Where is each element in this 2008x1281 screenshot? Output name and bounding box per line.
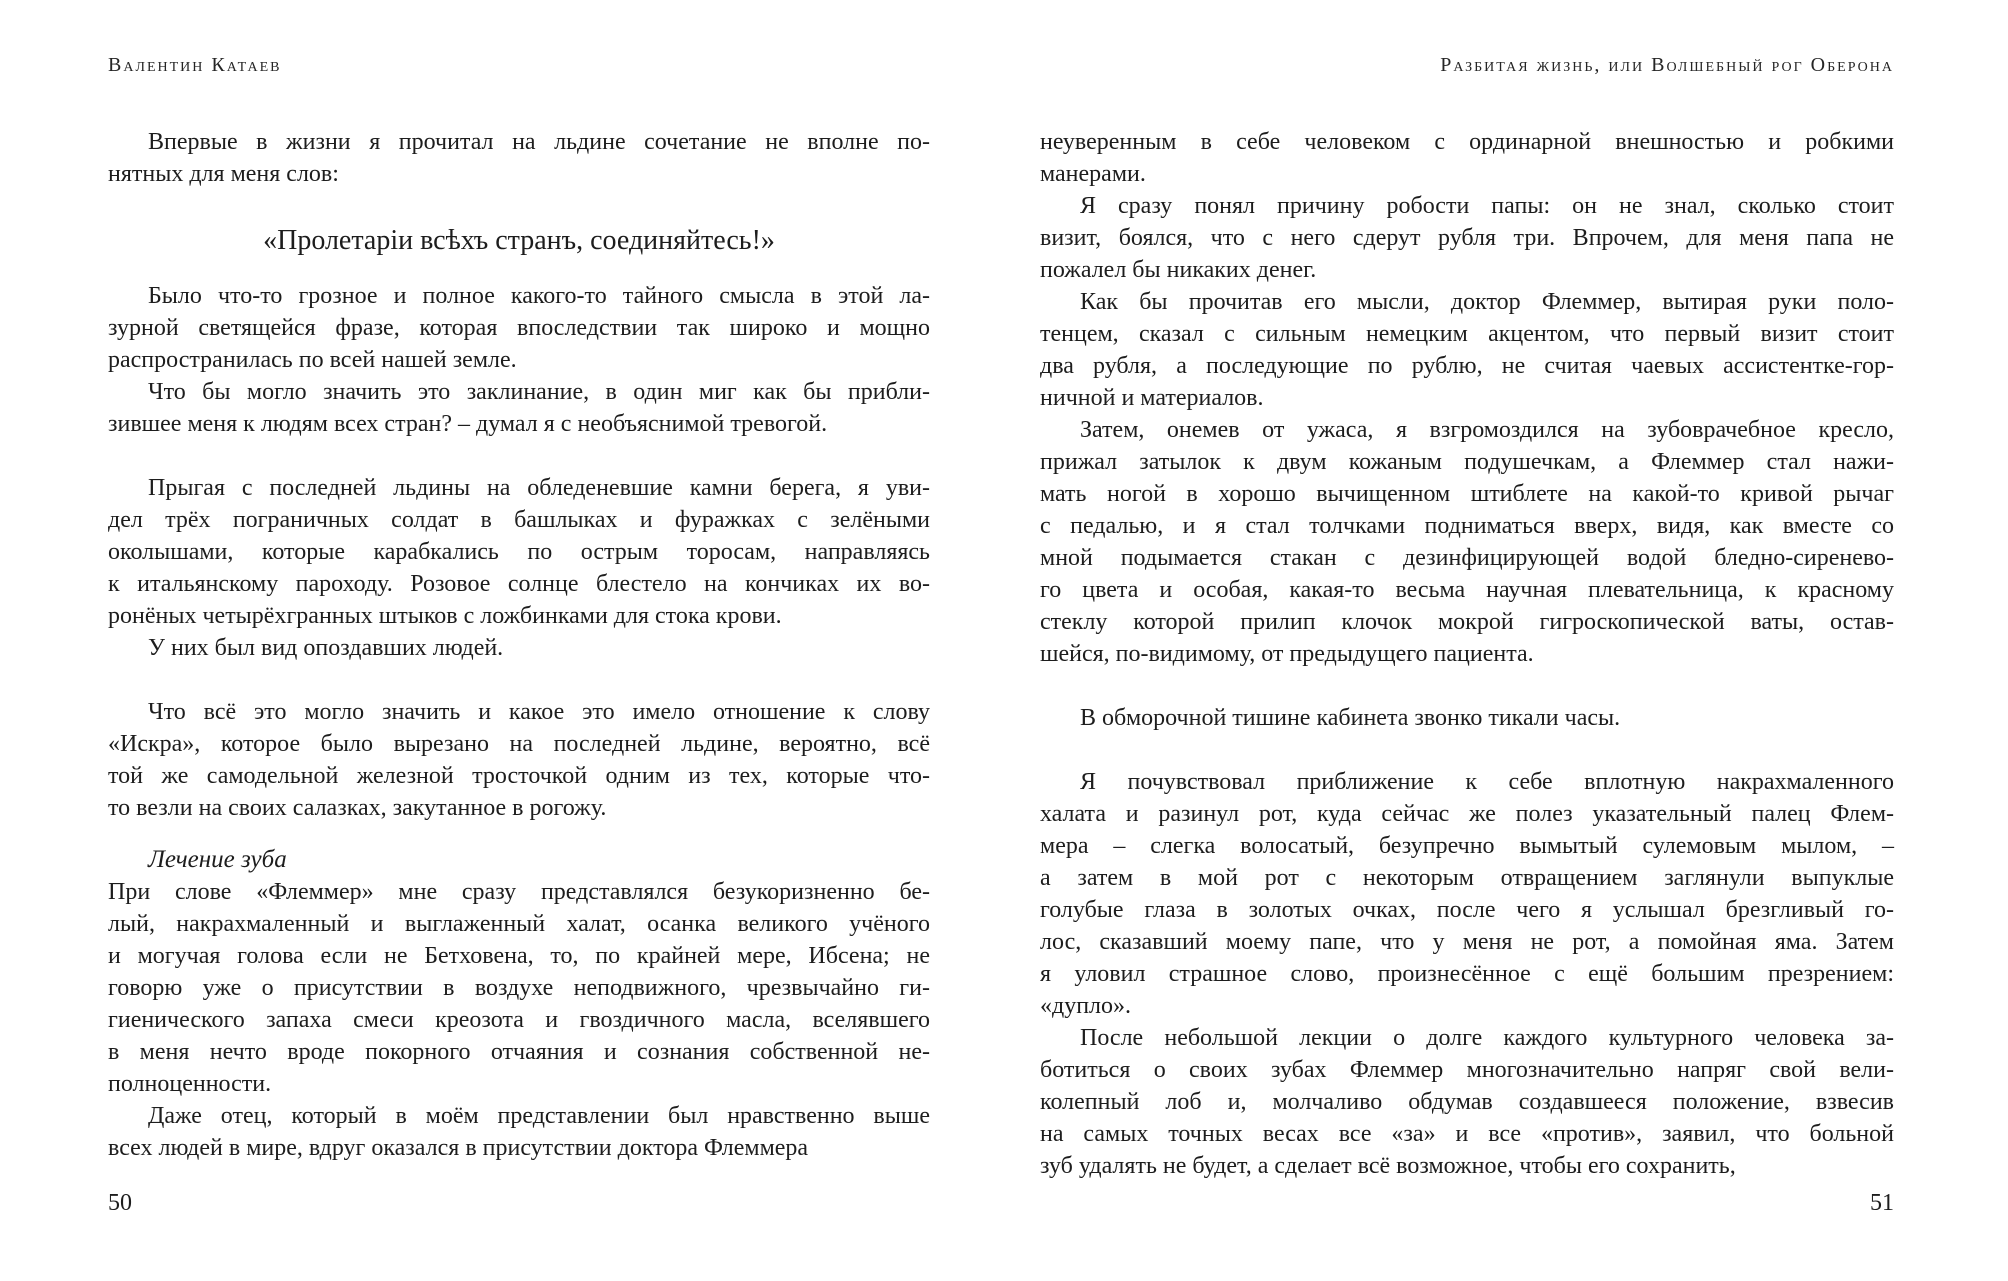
paragraph bbox=[108, 376, 930, 440]
paragraph bbox=[1040, 414, 1894, 670]
left-page-text-column bbox=[108, 126, 930, 1164]
text-line: ботиться о своих зубах Флеммер многозначительно напряг свой вели- bbox=[1040, 1057, 1894, 1083]
text-line: на самых точных весах все «за» и все «против», заявил, что больной bbox=[1040, 1121, 1894, 1147]
paragraph bbox=[108, 632, 930, 664]
text-line: В обморочной тишине кабинета звонко тикали часы. bbox=[1080, 705, 1621, 731]
text-line: Было что-то грозное и полное какого-то тайного смысла в этой ла- bbox=[148, 283, 930, 309]
text-line: лый, накрахмаленный и выглаженный халат, осанка великого учёного bbox=[108, 911, 930, 937]
text-line: в меня нечто вроде покорного отчаяния и сознания собственной не- bbox=[108, 1039, 930, 1065]
text-line: визит, боялся, что с него сдерут рубля три. Впрочем, для меня папа не bbox=[1040, 225, 1894, 251]
text-line: ронёных четырёхгранных штыков с ложбинками для стока крови. bbox=[108, 603, 782, 629]
text-line: два рубля, а последующие по рублю, не считая чаевых ассистентке-гор- bbox=[1040, 353, 1894, 379]
text-line: пожалел бы никаких денег. bbox=[1040, 257, 1317, 283]
text-line: к итальянскому пароходу. Розовое солнце блестело на кончиках их во- bbox=[108, 571, 930, 597]
right-page-running-head: Разбитая жизнь, или Волшебный рог Оберона bbox=[1440, 54, 1894, 76]
text-line: «Искра», которое было вырезано на последней льдине, вероятно, всё bbox=[108, 731, 930, 757]
text-line: распространилась по всей нашей земле. bbox=[108, 347, 517, 373]
text-line: голубые глаза в золотых очках, после чего я услышал брезгливый го- bbox=[1040, 897, 1894, 923]
paragraph bbox=[1040, 702, 1894, 734]
text-line: шейся, по-видимому, от предыдущего пациента. bbox=[1040, 641, 1534, 667]
paragraph bbox=[1040, 190, 1894, 286]
text-line: мать ногой в хорошо вычищенном штиблете на какой-то кривой рычаг bbox=[1040, 481, 1894, 507]
text-line: полноценности. bbox=[108, 1071, 272, 1097]
text-line: зуб удалять не будет, а сделает всё возможное, чтобы его сохранить, bbox=[1040, 1153, 1736, 1179]
text-line: Я сразу понял причину робости папы: он не знал, сколько стоит bbox=[1080, 193, 1894, 219]
text-line: Я почувствовал приближение к себе вплотную накрахмаленного bbox=[1080, 769, 1894, 795]
left-page-number: 50 bbox=[108, 1190, 132, 1216]
text-line: Что всё это могло значить и какое это имело отношение к слову bbox=[148, 699, 930, 725]
paragraph bbox=[1040, 766, 1894, 1022]
left-page-running-head: Валентин Катаев bbox=[108, 54, 282, 76]
right-page-text-column bbox=[1040, 126, 1894, 1182]
text-line: зурной светящейся фразе, которая впоследствии так широко и мощно bbox=[108, 315, 930, 341]
text-line: с педалью, и я стал толчками подниматься вверх, видя, как вместе со bbox=[1040, 513, 1894, 539]
paragraph bbox=[108, 472, 930, 632]
text-line: колепный лоб и, молчаливо обдумав создавшееся положение, взвесив bbox=[1040, 1089, 1894, 1115]
text-line: манерами. bbox=[1040, 161, 1146, 187]
paragraph bbox=[108, 1100, 930, 1164]
text-line: Что бы могло значить это заклинание, в один миг как бы прибли- bbox=[148, 379, 930, 405]
text-line: го цвета и особая, какая-то весьма научная плевательница, к красному bbox=[1040, 577, 1894, 603]
text-line: мера – слегка волосатый, безупречно вымытый сулемовым мылом, – bbox=[1040, 833, 1894, 859]
text-line: халата и разинул рот, куда сейчас же полез указательный палец Флем- bbox=[1040, 801, 1894, 827]
text-line: лос, сказавший моему папе, что у меня не рот, а помойная яма. Затем bbox=[1040, 929, 1894, 955]
text-line: я уловил страшное слово, произнесённое с ещё большим презрением: bbox=[1040, 961, 1894, 987]
text-line: ничной и материалов. bbox=[1040, 385, 1264, 411]
text-line: тенцем, сказал с сильным немецким акцентом, что первый визит стоит bbox=[1040, 321, 1894, 347]
text-line: околышами, которые карабкались по острым торосам, направляясь bbox=[108, 539, 930, 565]
paragraph bbox=[1040, 1022, 1894, 1182]
text-line: Как бы прочитав его мысли, доктор Флеммер, вытирая руки поло- bbox=[1080, 289, 1894, 315]
section-heading bbox=[108, 844, 930, 876]
paragraph bbox=[108, 280, 930, 376]
paragraph bbox=[108, 696, 930, 824]
text-line: всех людей в мире, вдруг оказался в присутствии доктора Флеммера bbox=[108, 1135, 809, 1161]
text-line: неуверенным в себе человеком с ординарной внешностью и робкими bbox=[1040, 129, 1894, 155]
paragraph bbox=[108, 876, 930, 1100]
text-line: При слове «Флеммер» мне сразу представлялся безукоризненно бе- bbox=[108, 879, 930, 905]
text-line: Даже отец, который в моём представлении был нравственно выше bbox=[148, 1103, 930, 1129]
text-line: говорю уже о присутствии в воздухе неподвижного, чрезвычайно ги- bbox=[108, 975, 930, 1001]
text-line: После небольшой лекции о долге каждого культурного человека за- bbox=[1080, 1025, 1894, 1051]
text-line: «Пролетаріи всѣхъ странъ, соединяйтесь!» bbox=[263, 225, 775, 256]
paragraph bbox=[108, 224, 930, 258]
text-line: а затем в мой рот с некоторым отвращением заглянули выпуклые bbox=[1040, 865, 1894, 891]
text-line: Затем, онемев от ужаса, я взгромоздился на зубоврачебное кресло, bbox=[1080, 417, 1894, 443]
text-line: мной подымается стакан с дезинфицирующей водой бледно-сиренево- bbox=[1040, 545, 1894, 571]
text-line: той же самодельной железной тросточкой одним из тех, которые что- bbox=[108, 763, 930, 789]
text-line: «дупло». bbox=[1040, 993, 1132, 1019]
text-line: то везли на своих салазках, закутанное в рогожу. bbox=[108, 795, 607, 821]
text-line: и могучая голова если не Бетховена, то, по крайней мере, Ибсена; не bbox=[108, 943, 930, 969]
text-line: стеклу которой прилип клочок мокрой гигроскопической ваты, остав- bbox=[1040, 609, 1894, 635]
text-line: дел трёх пограничных солдат в башлыках и фуражках с зелёными bbox=[108, 507, 930, 533]
paragraph bbox=[1040, 126, 1894, 190]
text-line: нятных для меня слов: bbox=[108, 161, 339, 187]
paragraph bbox=[1040, 286, 1894, 414]
paragraph bbox=[108, 126, 930, 190]
text-line: гиенического запаха смеси креозота и гвоздичного масла, вселявшего bbox=[108, 1007, 930, 1033]
text-line: Прыгая с последней льдины на обледеневшие камни берега, я уви- bbox=[148, 475, 930, 501]
text-line: У них был вид опоздавших людей. bbox=[148, 635, 504, 661]
text-line: Лечение зуба bbox=[148, 846, 287, 873]
text-line: прижал затылок к двум кожаным подушечкам, а Флеммер стал нажи- bbox=[1040, 449, 1894, 475]
text-line: зившее меня к людям всех стран? – думал я с необъяснимой тревогой. bbox=[108, 411, 828, 437]
right-page-number: 51 bbox=[1870, 1190, 1894, 1216]
text-line: Впервые в жизни я прочитал на льдине сочетание не вполне по- bbox=[148, 129, 930, 155]
